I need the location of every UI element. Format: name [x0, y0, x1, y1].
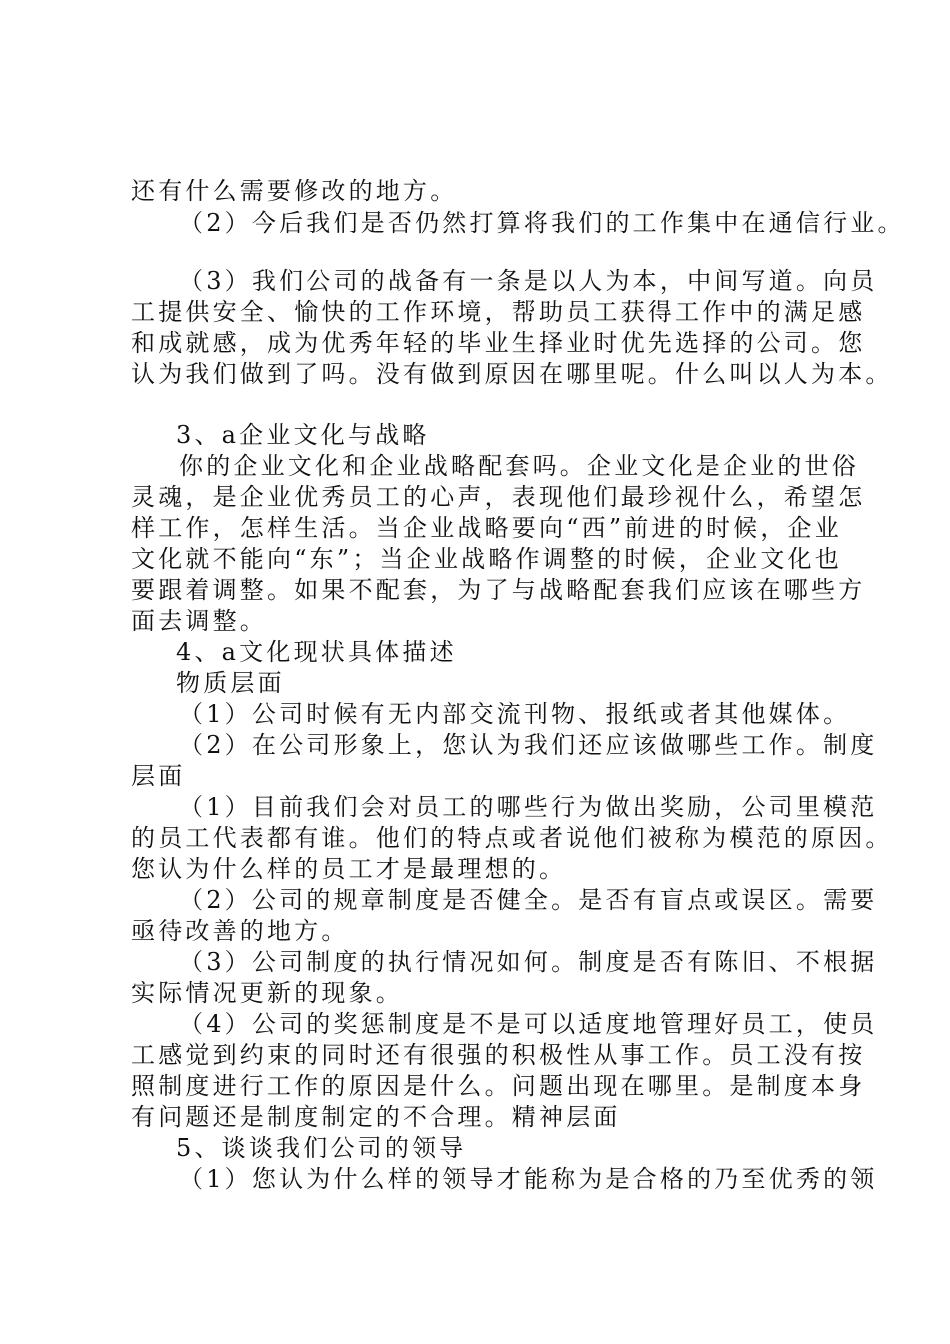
text-line: 样工作，怎样生活。当企业战略要向“西”前进的时候，企业 [131, 514, 842, 542]
section-heading: 4、a文化现状具体描述 [176, 638, 457, 666]
text-line: 实际情况更新的现象。 [131, 979, 403, 1007]
text-line: （2）在公司形象上，您认为我们还应该做哪些工作。制度 [179, 731, 878, 759]
text-line: （2）今后我们是否仍然打算将我们的工作集中在通信行业。 [179, 209, 905, 237]
text-line: 工提供安全、愉快的工作环境，帮助员工获得工作中的满足感 [131, 298, 866, 326]
text-line: （3）公司制度的执行情况如何。制度是否有陈旧、不根据 [179, 948, 878, 976]
text-line: 层面 [131, 762, 186, 790]
section-heading: 5、谈谈我们公司的领导 [176, 1134, 467, 1162]
text-line: （1）公司时候有无内部交流刊物、报纸或者其他媒体。 [179, 700, 851, 728]
text-line: 认为我们做到了吗。没有做到原因在哪里呢。什么叫以人为本。 [131, 360, 893, 388]
text-line: 还有什么需要修改的地方。 [131, 177, 458, 205]
text-line: （1）您认为什么样的领导才能称为是合格的乃至优秀的领 [179, 1165, 878, 1193]
text-line: （3）我们公司的战备有一条是以人为本，中间写道。向员 [179, 267, 878, 295]
text-line: 有问题还是制度制定的不合理。精神层面 [131, 1103, 621, 1131]
text-line: 的员工代表都有谁。他们的特点或者说他们被称为模范的原因。 [131, 824, 893, 852]
text-line: （4）公司的奖惩制度是不是可以适度地管理好员工，使员 [179, 1010, 878, 1038]
text-line: 和成就感，成为优秀年轻的毕业生择业时优先选择的公司。您 [131, 329, 866, 357]
text-line: （1）目前我们会对员工的哪些行为做出奖励，公司里模范 [179, 793, 878, 821]
text-line: （2）公司的规章制度是否健全。是否有盲点或误区。需要 [179, 886, 878, 914]
text-line: 照制度进行工作的原因是什么。问题出现在哪里。是制度本身 [131, 1072, 866, 1100]
section-heading: 3、a企业文化与战略 [176, 421, 430, 449]
text-line: 灵魂，是企业优秀员工的心声，表现他们最珍视什么，希望怎 [131, 483, 866, 511]
text-line: 面去调整。 [131, 607, 267, 635]
text-line: 你的企业文化和企业战略配套吗。企业文化是企业的世俗 [179, 452, 859, 480]
text-line: 文化就不能向“东”；当企业战略作调整的时候，企业文化也 [131, 545, 842, 573]
text-line: 您认为什么样的员工才是最理想的。 [131, 855, 567, 883]
subsection-heading: 物质层面 [176, 669, 285, 697]
text-line: 工感觉到约束的同时还有很强的积极性从事工作。员工没有按 [131, 1041, 866, 1069]
text-line: 要跟着调整。如果不配套，为了与战略配套我们应该在哪些方 [131, 576, 866, 604]
text-line: 亟待改善的地方。 [131, 917, 349, 945]
